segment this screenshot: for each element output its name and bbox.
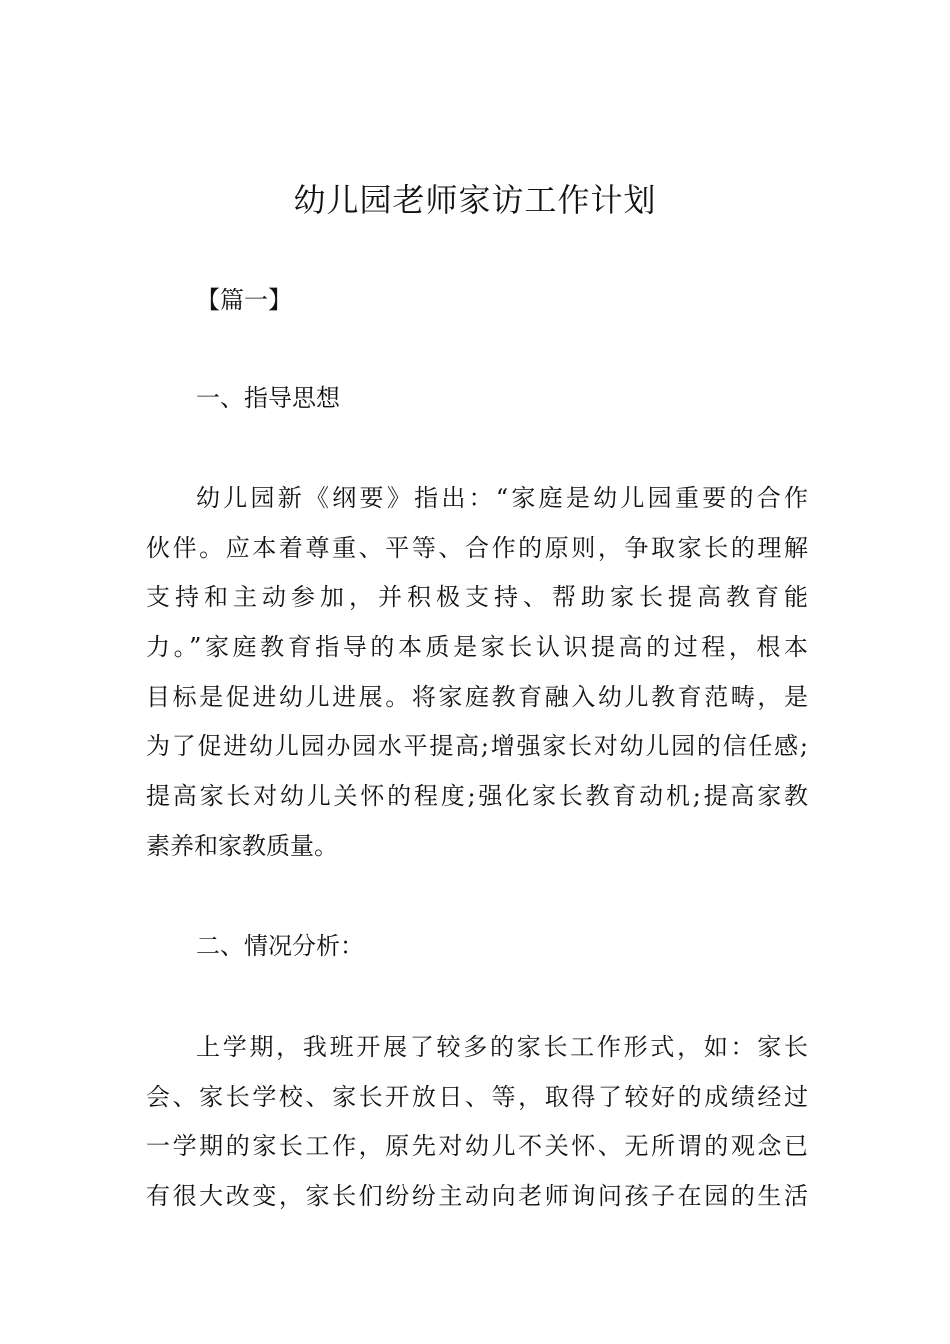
heading-guiding-ideology: 一、指导思想 xyxy=(196,384,340,412)
heading-situation-analysis: 二、情况分析： xyxy=(196,932,364,960)
paragraph-line: 为了促进幼儿园办园水平提高;增强家长对幼儿园的信任感; xyxy=(146,732,808,761)
paragraph-line: 有很大改变，家长们纷纷主动向老师询问孩子在园的生活 xyxy=(146,1182,808,1211)
paragraph-line: 目标是促进幼儿进展。将家庭教育融入幼儿教育范畴，是 xyxy=(146,682,808,711)
paragraph-line: 提高家长对幼儿关怀的程度;强化家长教育动机;提高家教 xyxy=(146,782,808,811)
paragraph-line: 素养和家教质量。 xyxy=(146,831,338,860)
paragraph-line: 力。”家庭教育指导的本质是家长认识提高的过程，根本 xyxy=(146,633,808,662)
paragraph-line: 伙伴。应本着尊重、平等、合作的原则，争取家长的理解 xyxy=(146,533,808,562)
paragraph-line: 会、家长学校、家长开放日、等，取得了较好的成绩经过 xyxy=(146,1082,808,1111)
paragraph-line: 一学期的家长工作，原先对幼儿不关怀、无所谓的观念已 xyxy=(146,1132,808,1161)
paragraph-line: 幼儿园新《纲要》指出：“家庭是幼儿园重要的合作 xyxy=(196,484,808,512)
paragraph-line: 支持和主动参加，并积极支持、帮助家长提高教育能 xyxy=(146,583,808,612)
document-title: 幼儿园老师家访工作计划 xyxy=(293,181,657,219)
section-tag: 【篇一】 xyxy=(196,286,292,314)
paragraph-line: 上学期，我班开展了较多的家长工作形式，如：家长 xyxy=(196,1033,808,1061)
paragraph-guiding-ideology xyxy=(146,474,808,872)
paragraph-situation-analysis xyxy=(146,1023,808,1222)
